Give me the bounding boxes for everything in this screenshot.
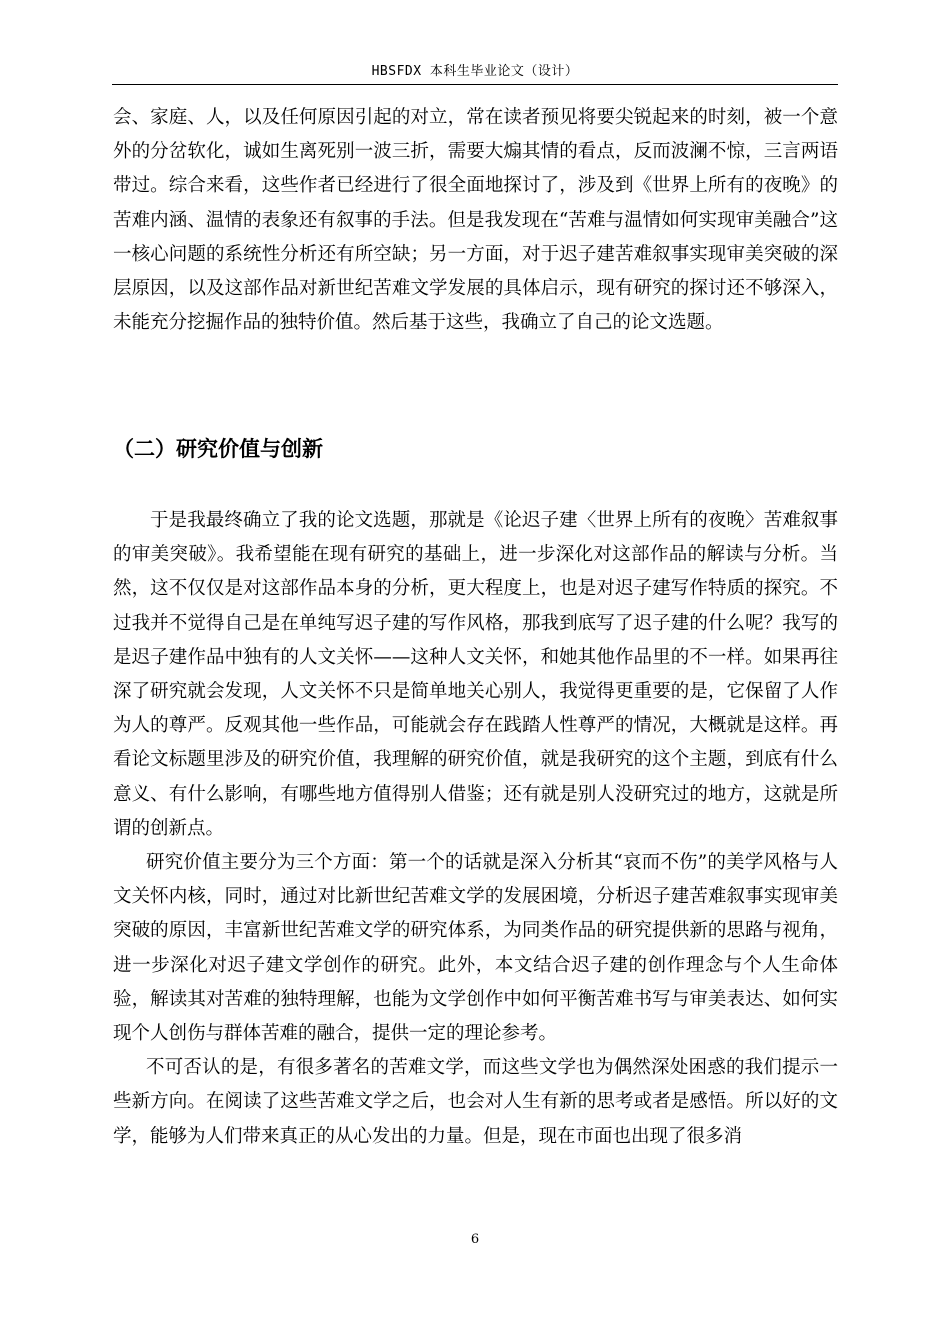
paragraph-suffering-literature: 不可否认的是，有很多著名的苦难文学，而这些文学也为偶然深处困惑的我们提示一些新方向。在阅读了这些苦难文学之后，也会对人生有新的思考或者是感悟。所以好的文学，能够为人们带来真正的从心发出的力量。但是，现在市面也出现了很多消 — [113, 1057, 838, 1147]
section-heading: （二）研究价值与创新 — [113, 437, 323, 461]
paragraph-topic-selection: 于是我最终确立了我的论文选题，那就是《论迟子建〈世界上所有的夜晚〉苦难叙事的审美突破》。我希望能在现有研究的基础上，进一步深化对这部作品的解读与分析。当然，这不仅仅是对这部作品本身的分析，更大程度上，也是对迟子建写作特质的探究。不过我并不觉得自己是在单纯写迟子建的写作风格，那我到底写了迟子建的什么呢？我写的是迟子建作品中独有的人文关怀——这种人文关怀，和她其他作品里的不一样。如果再往深了研究就会发现，人文关怀不只是简单地关心别人，我觉得更重要的是，它保留了人作为人的尊严。反观其他一些作品，可能就会存在践踏人性尊严的情况，大概就是这样。再看论文标题里涉及的研究价值，我理解的研究价值，就是我研究的这个主题，到底有什么意义、有什么影响，有哪些地方值得别人借鉴；还有就是别人没研究过的地方，这就是所谓的创新点。 — [113, 510, 838, 839]
body-section-research-value — [113, 504, 838, 1154]
page-number: 6 — [470, 1232, 480, 1247]
body-continued-section — [113, 101, 838, 340]
paragraph-continued: 会、家庭、人，以及任何原因引起的对立，常在读者预见将要尖锐起来的时刻，被一个意外的分岔软化，诚如生离死别一波三折，需要大煽其情的看点，反而波澜不惊，三言两语带过。综合来看，这些作者已经进行了很全面地探讨了，涉及到《世界上所有的夜晚》的苦难内涵、温情的表象还有叙事的手法。但是我发现在“苦难与温情如何实现审美融合”这一核心问题的系统性分析还有所空缺；另一方面，对于迟子建苦难叙事实现审美突破的深层原因，以及这部作品对新世纪苦难文学发展的具体启示，现有研究的探讨还不够深入，未能充分挖掘作品的独特价值。然后基于这些，我确立了自己的论文选题。 — [113, 107, 838, 334]
paragraph-research-value: 研究价值主要分为三个方面：第一个的话就是深入分析其“哀而不伤”的美学风格与人文关怀内核，同时，通过对比新世纪苦难文学的发展困境，分析迟子建苦难叙事实现审美突破的原因，丰富新世纪苦难文学的研究体系，为同类作品的研究提供新的思路与视角，进一步深化对迟子建文学创作的研究。此外，本文结合迟子建的创作理念与个人生命体验，解读其对苦难的独特理解，也能为文学创作中如何平衡苦难书写与审美表达、如何实现个人创伤与群体苦难的融合，提供一定的理论参考。 — [113, 852, 838, 1045]
running-header: HBSFDX 本科生毕业论文（设计） — [371, 64, 579, 79]
header-divider — [112, 84, 838, 85]
